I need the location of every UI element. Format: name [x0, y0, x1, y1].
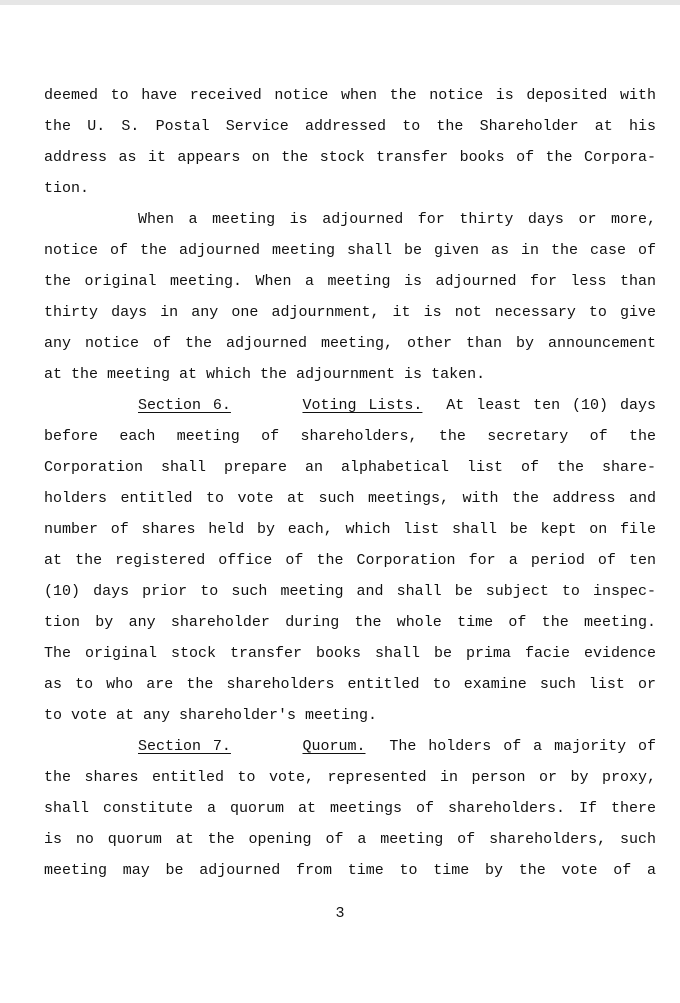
text-line: address as it appears on the stock transfer books of the Corpora- [44, 149, 656, 166]
text-line: at the meeting at which the adjournment is taken. [44, 366, 486, 383]
section-text: At least ten (10) days [446, 397, 656, 414]
section-heading-line [44, 731, 656, 762]
text-line: When a meeting is adjourned for thirty days or more, [138, 211, 656, 228]
document-body [44, 80, 656, 886]
text-line: notice of the adjourned meeting shall be given as in the case of [44, 242, 656, 259]
text-line: thirty days in any one adjournment, it is not necessary to give [44, 304, 656, 321]
section-title: Quorum. [302, 738, 366, 755]
text-line: before each meeting of shareholders, the secretary of the [44, 428, 656, 445]
text-line: meeting may be adjourned from time to time by the vote of a [44, 862, 656, 879]
paragraph-notice-deposit [44, 80, 656, 204]
page-number: 3 [335, 905, 345, 922]
text-line: tion by any shareholder during the whole time of the meeting. [44, 614, 656, 631]
text-line: any notice of the adjourned meeting, other than by announcement [44, 335, 656, 352]
section-title: Voting Lists. [302, 397, 423, 414]
section-7-quorum [44, 731, 656, 886]
section-text: The holders of a majority of [389, 738, 657, 755]
text-line: holders entitled to vote at such meetings, with the address and [44, 490, 656, 507]
text-line: at the registered office of the Corporation for a period of ten [44, 552, 656, 569]
scan-edge [0, 0, 680, 5]
text-line: deemed to have received notice when the notice is deposited with [44, 87, 656, 104]
text-line: the original meeting. When a meeting is adjourned for less than [44, 273, 656, 290]
section-6-voting-lists [44, 390, 656, 731]
text-line: is no quorum at the opening of a meeting of shareholders, such [44, 831, 656, 848]
text-line: The original stock transfer books shall be prima facie evidence [44, 645, 656, 662]
text-line: number of shares held by each, which list shall be kept on file [44, 521, 656, 538]
text-line: as to who are the shareholders entitled to examine such list or [44, 676, 656, 693]
text-line: Corporation shall prepare an alphabetical list of the share- [44, 459, 656, 476]
text-line: shall constitute a quorum at meetings of shareholders. If there [44, 800, 656, 817]
paragraph-adjourned-meeting [44, 204, 656, 390]
text-line: (10) days prior to such meeting and shall be subject to inspec- [44, 583, 656, 600]
section-number: Section 7. [138, 738, 231, 755]
section-number: Section 6. [138, 397, 231, 414]
text-line: to vote at any shareholder's meeting. [44, 707, 378, 724]
section-heading-line [44, 390, 656, 421]
text-line: tion. [44, 180, 90, 197]
text-line: the shares entitled to vote, represented in person or by proxy, [44, 769, 656, 786]
text-line: the U. S. Postal Service addressed to the Shareholder at his [44, 118, 656, 135]
